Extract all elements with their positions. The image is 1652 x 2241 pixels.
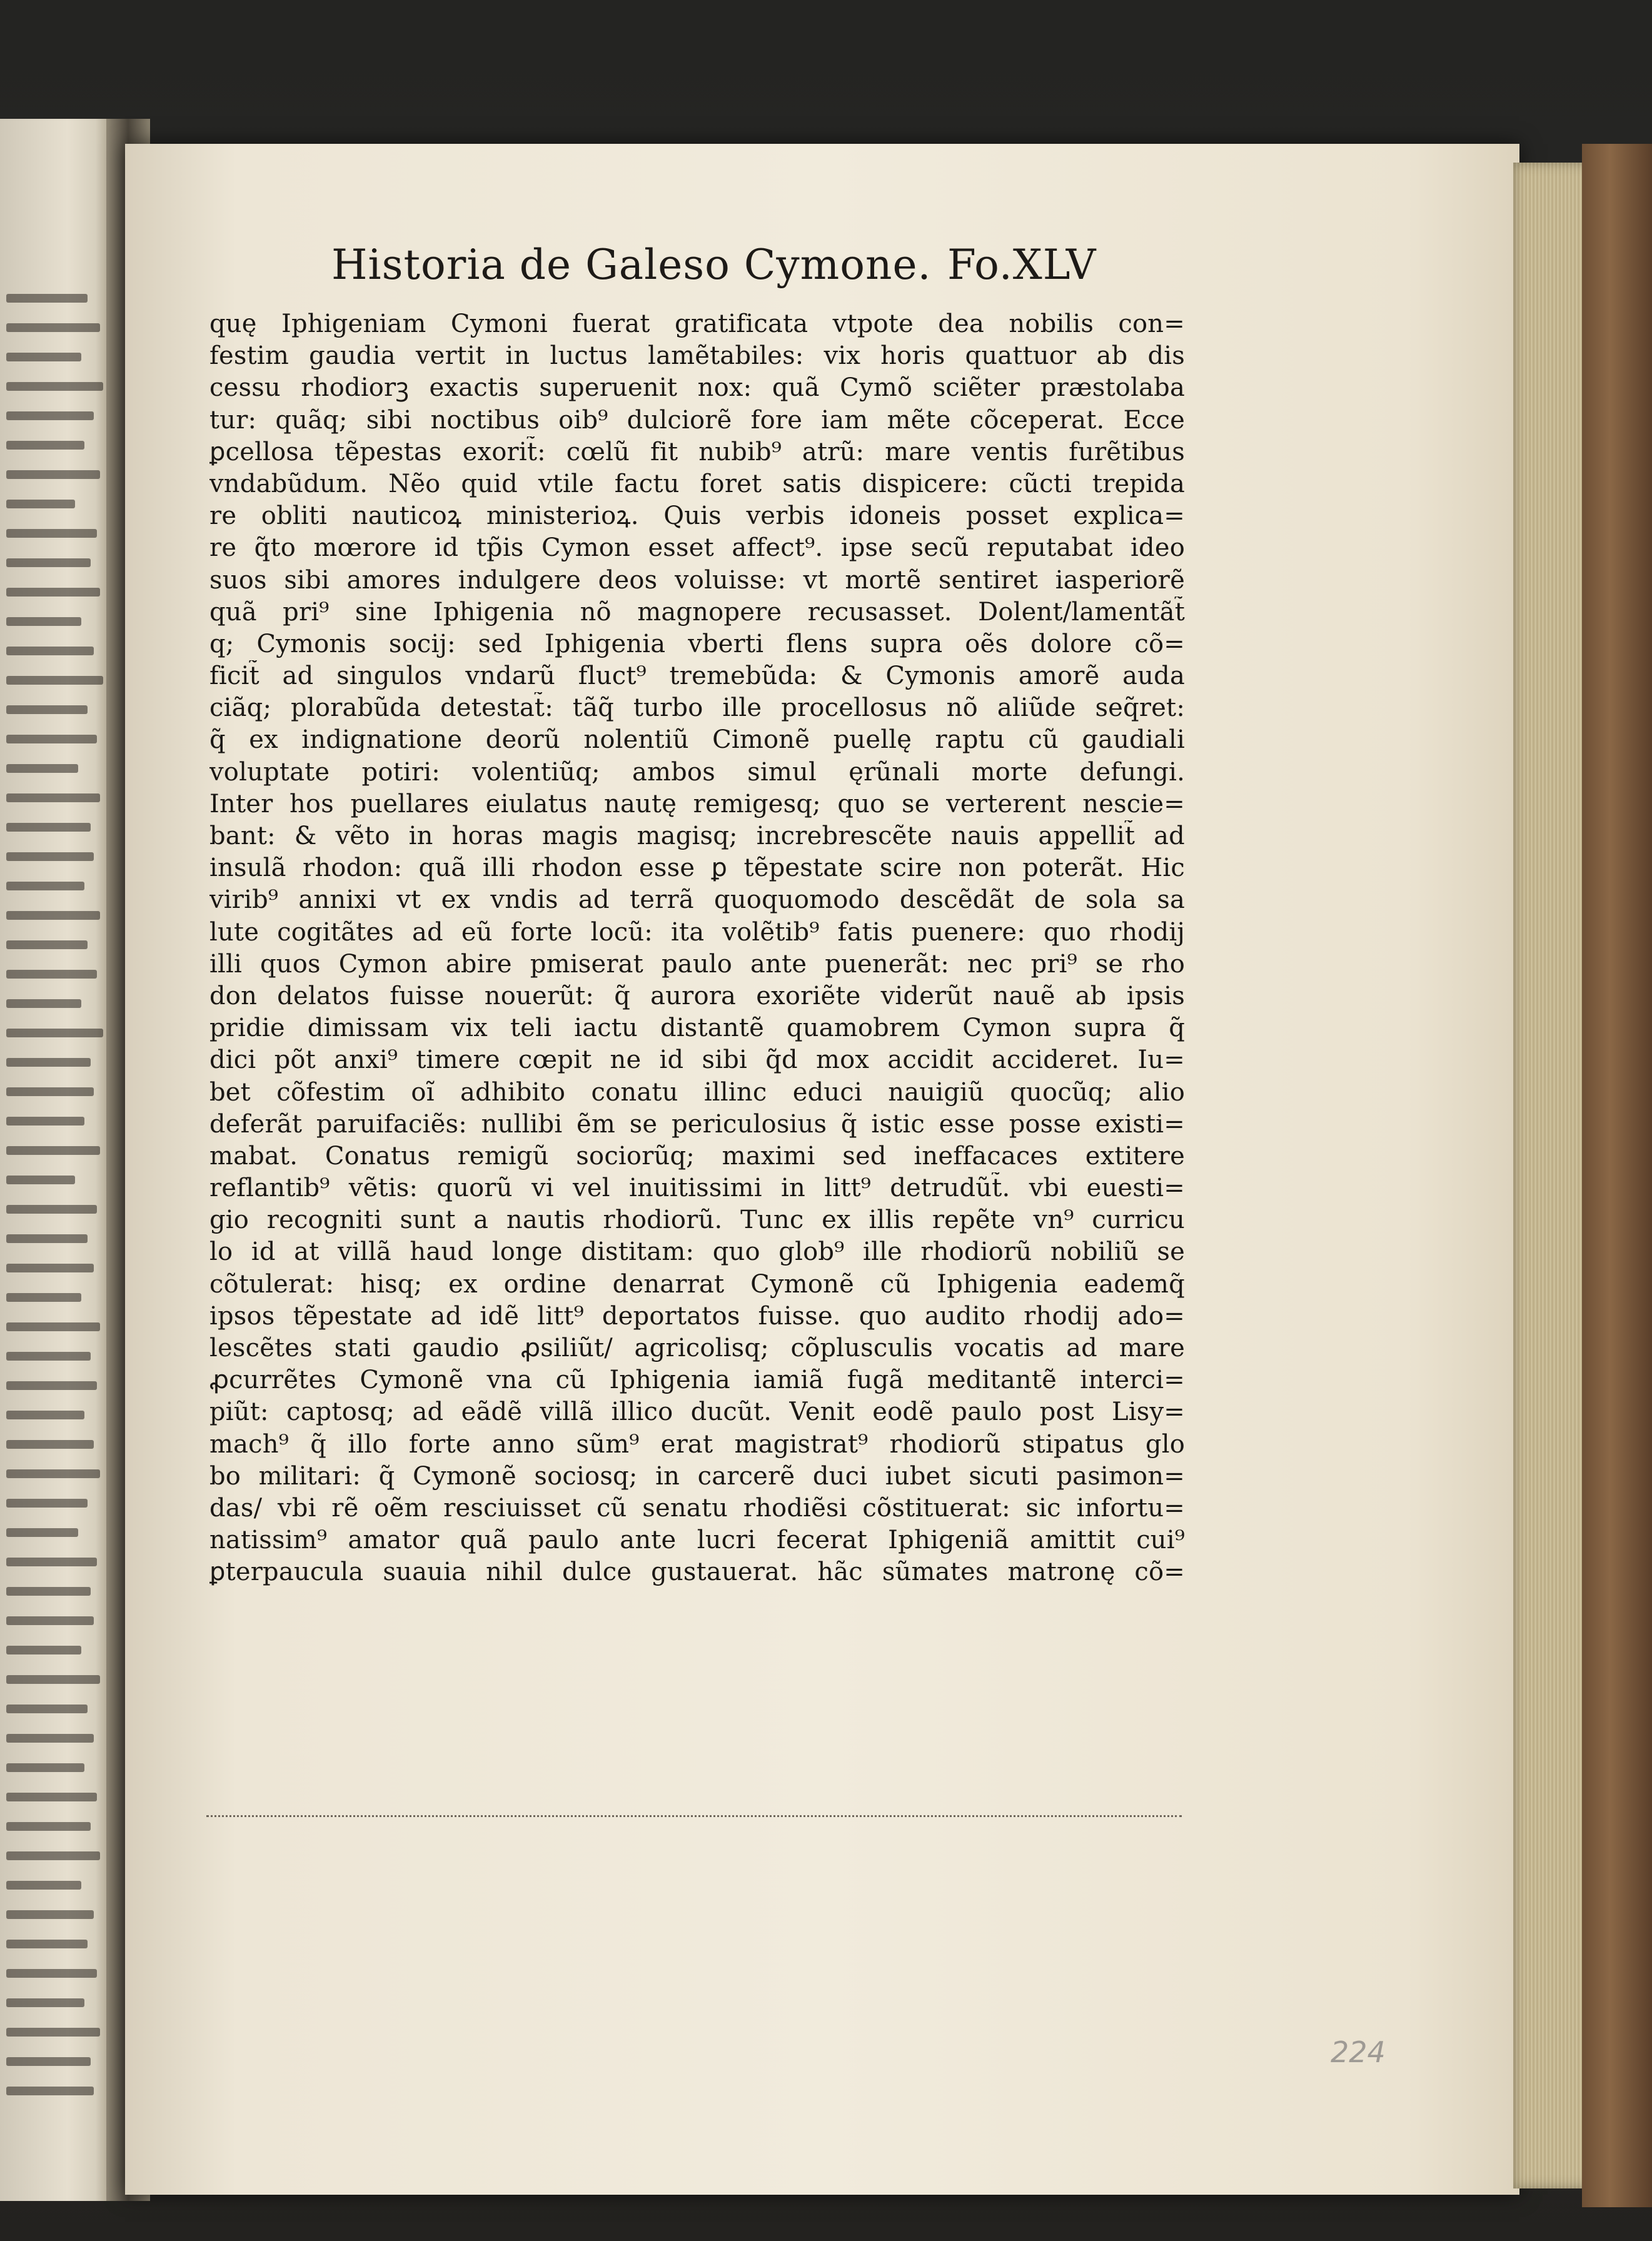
- text-line: q; Cymonis socij: sed Iphigenia vberti flens supra oẽs dolore cõ=: [209, 629, 1185, 658]
- left-page-fragment: [6, 1558, 97, 1566]
- text-line: q̃ ex indignatione deorũ nolentiũ Cimonẽ puellę raptu cũ gaudiali: [209, 725, 1185, 755]
- left-page-fragment: [6, 1264, 94, 1272]
- left-page-fragment: [6, 764, 78, 773]
- left-page-fragment: [6, 1763, 84, 1772]
- left-page-fragment: [6, 323, 100, 332]
- text-line: mabat. Conatus remigũ sociorũq; maximi sed ineffacaces extitere: [209, 1141, 1185, 1171]
- left-page-fragment: [6, 1910, 94, 1919]
- left-page-fragment: [6, 1528, 78, 1537]
- text-line: tur: quãq; sibi noctibus oib⁹ dulciorẽ fore iam mẽte cõceperat. Ecce: [209, 405, 1185, 435]
- left-page-fragment: [6, 1322, 100, 1331]
- left-page-fragment: [6, 1293, 81, 1302]
- left-page-fragment: [6, 2087, 94, 2095]
- text-line: pridie dimissam vix teli iactu distantẽ quamobrem Cymon supra q̃: [209, 1014, 1185, 1043]
- left-page-fragment: [6, 1998, 84, 2007]
- text-line: quã pri⁹ sine Iphigenia nõ magnopere recusasset. Dolent/lamentãt̃: [209, 597, 1185, 627]
- text-line: lescẽtes stati gaudio ꝓsiliũt/ agricolisq; cõplusculis vocatis ad mare: [209, 1334, 1185, 1362]
- left-page-fragment: [6, 294, 88, 303]
- folio-number: Fo.XLV: [947, 241, 1097, 289]
- left-page-fragment: [6, 1646, 81, 1654]
- text-line: bet cõfestim oĩ adhibito conatu illinc educi nauigiũ quocũq; alio: [209, 1077, 1185, 1107]
- text-line: ciãq; plorabũda detestat̃: tãq̃ turbo ille procellosus nõ aliũde seq̃ret:: [209, 693, 1185, 723]
- text-line: virib⁹ annixi vt ex vndis ad terrã quoquomodo descẽdãt de sola sa: [209, 885, 1185, 915]
- left-page-fragment: [6, 1705, 88, 1713]
- left-page-fragment: [6, 1176, 75, 1184]
- left-page-fragment: [6, 588, 100, 597]
- text-line: re obliti nauticoꝝ ministerioꝝ. Quis verbis idoneis posset explica=: [209, 501, 1185, 531]
- text-line: cessu rhodiorꝫ exactis superuenit nox: quã Cymõ sciẽter præstolaba: [209, 373, 1185, 403]
- text-line: deferãt paruifaciẽs: nullibi ẽm se periculosius q̃ istic esse posse existi=: [209, 1109, 1185, 1139]
- left-page-edge: [0, 119, 113, 2201]
- running-head-title: Historia de Galeso Cymone.: [331, 241, 932, 289]
- text-line: lo id at villã haud longe distitam: quo glob⁹ ille rhodiorũ nobiliũ se: [209, 1237, 1185, 1267]
- text-line: ficit̃ ad singulos vndarũ fluct⁹ tremebũda: & Cymonis amorẽ auda: [209, 662, 1185, 691]
- left-page-fragment: [6, 1734, 94, 1743]
- left-page-fragment: [6, 1440, 94, 1449]
- left-page-fragment: [6, 852, 94, 861]
- left-page-fragment: [6, 2028, 100, 2037]
- text-line: das/ vbi rẽ oẽm resciuisset cũ senatu rhodiẽsi cõstituerat: sic infortu=: [209, 1493, 1185, 1523]
- left-page-fragment: [6, 1469, 100, 1478]
- left-page-fragment: [6, 1234, 88, 1243]
- left-page-fragment: [6, 999, 81, 1008]
- left-page-fragment: [6, 705, 88, 714]
- text-line: natissim⁹ amator quã paulo ante lucri fecerat Iphigeniã amittit cui⁹: [209, 1526, 1185, 1555]
- left-page-fragment: [6, 1499, 88, 1508]
- left-page-fragment: [6, 1822, 91, 1831]
- left-page-fragment: [6, 1969, 97, 1978]
- left-page-fragment: [6, 1616, 94, 1625]
- text-line: gio recogniti sunt a nautis rhodiorũ. Tunc ex illis repẽte vn⁹ curricu: [209, 1206, 1185, 1235]
- left-page-fragment: [6, 1146, 100, 1155]
- left-page-fragment: [6, 558, 91, 567]
- left-page-fragment: [6, 353, 81, 361]
- left-page-fragment: [6, 470, 100, 479]
- text-line: bant: & vẽto in horas magis magisq; increbrescẽte nauis appellit̃ ad: [209, 822, 1185, 850]
- text-line: ipsos tẽpestate ad idẽ litt⁹ deportatos fuisse. quo audito rhodij ado=: [209, 1301, 1185, 1331]
- running-head: [331, 241, 1457, 303]
- left-page-fragment: [6, 676, 103, 685]
- left-page-fragment: [6, 1029, 103, 1037]
- left-page-fragment: [6, 1087, 94, 1096]
- book-cover-edge: [1582, 144, 1652, 2207]
- left-page-fragment: [6, 823, 91, 832]
- left-page-fragment: [6, 1117, 84, 1126]
- pencil-foliation: 224: [1331, 2035, 1386, 2069]
- left-page-fragment: [6, 617, 81, 626]
- left-page-fragment: [6, 1411, 84, 1419]
- left-page-fragment: [6, 1352, 91, 1361]
- left-page-fragment: [6, 411, 94, 420]
- left-page-fragment: [6, 911, 100, 920]
- left-page-fragment: [6, 940, 88, 949]
- text-line: lute cogitãtes ad eũ forte locũ: ita volẽtib⁹ fatis puenere: quo rhodij: [209, 917, 1185, 947]
- left-page-fragment: [6, 1940, 88, 1948]
- left-page-fragment: [6, 1381, 97, 1390]
- text-line: mach⁹ q̃ illo forte anno sũm⁹ erat magistrat⁹ rhodiorũ stipatus glo: [209, 1429, 1185, 1459]
- text-line: suos sibi amores indulgere deos voluisse: vt mortẽ sentiret iasperiorẽ: [209, 565, 1185, 595]
- left-page-fragment: [6, 793, 100, 802]
- text-line: ꝑterpaucula suauia nihil dulce gustauerat. hãc sũmates matronę cõ=: [209, 1558, 1185, 1587]
- text-line: Inter hos puellares eiulatus nautę remigesq; quo se verterent nescie=: [209, 789, 1185, 818]
- left-page-fragment: [6, 647, 94, 655]
- left-page-fragment: [6, 382, 103, 391]
- left-page-fragment: [6, 882, 84, 890]
- left-page-fragment: [6, 2057, 91, 2066]
- text-line: vndabũdum. Nẽo quid vtile factu foret satis dispicere: cũcti trepida: [209, 469, 1185, 498]
- left-page-fragment: [6, 1205, 97, 1214]
- text-line: quę Iphigeniam Cymoni fuerat gratificata vtpote dea nobilis con=: [209, 310, 1185, 338]
- left-page-fragment: [6, 1881, 81, 1890]
- text-line: cõtulerat: hisq; ex ordine denarrat Cymonẽ cũ Iphigenia eademq̃: [209, 1269, 1185, 1299]
- text-line: dici põt anxi⁹ timere cœpit ne id sibi q̃d mox accidit accideret. Iu=: [209, 1045, 1185, 1075]
- text-line: ꝑcellosa tẽpestas exorit̃: cœlũ fit nubib⁹ atrũ: mare ventis furẽtibus: [209, 437, 1185, 466]
- text-line: illi quos Cymon abire pmiserat paulo ante puenerãt: nec pri⁹ se rho: [209, 949, 1185, 979]
- text-line: bo militari: q̃ Cymonẽ sociosq; in carcerẽ duci iubet sicuti pasimon=: [209, 1461, 1185, 1491]
- text-line: insulã rhodon: quã illi rhodon esse ꝑ tẽpestate scire non poterãt. Hic: [209, 854, 1185, 883]
- left-page-fragment: [6, 1675, 100, 1684]
- left-page-fragment: [6, 500, 75, 508]
- bottom-rule: [206, 1815, 1182, 1817]
- left-page-fragment: [6, 735, 97, 743]
- left-page-fragment: [6, 970, 97, 979]
- body-text: [209, 308, 1185, 1589]
- left-page-fragment: [6, 529, 97, 538]
- text-line: reflantib⁹ vẽtis: quorũ vi vel inuitissimi in litt⁹ detrudũt̃. vbi euesti=: [209, 1174, 1185, 1203]
- text-line: re q̃to mœrore id tp̃is Cymon esset affect⁹. ipse secũ reputabat ideo: [209, 533, 1185, 563]
- left-page-fragment: [6, 441, 84, 450]
- left-page-fragment: [6, 1587, 91, 1596]
- text-line: festim gaudia vertit in luctus lamẽtabiles: vix horis quattuor ab dis: [209, 341, 1185, 371]
- text-line: piũt: captosq; ad eãdẽ villã illico ducũt. Venit eodẽ paulo post Lisy=: [209, 1397, 1185, 1427]
- text-line: don delatos fuisse nouerũt: q̃ aurora exoriẽte viderũt nauẽ ab ipsis: [209, 981, 1185, 1010]
- left-page-text-fragments: [6, 294, 106, 2095]
- left-page-fragment: [6, 1793, 97, 1801]
- left-page-fragment: [6, 1851, 100, 1860]
- text-line: ꝓcurrẽtes Cymonẽ vna cũ Iphigenia iamiã fugã meditantẽ interci=: [209, 1366, 1185, 1395]
- text-line: voluptate potiri: volentiũq; ambos simul ęrũnali morte defungi.: [209, 757, 1185, 787]
- left-page-fragment: [6, 1058, 91, 1067]
